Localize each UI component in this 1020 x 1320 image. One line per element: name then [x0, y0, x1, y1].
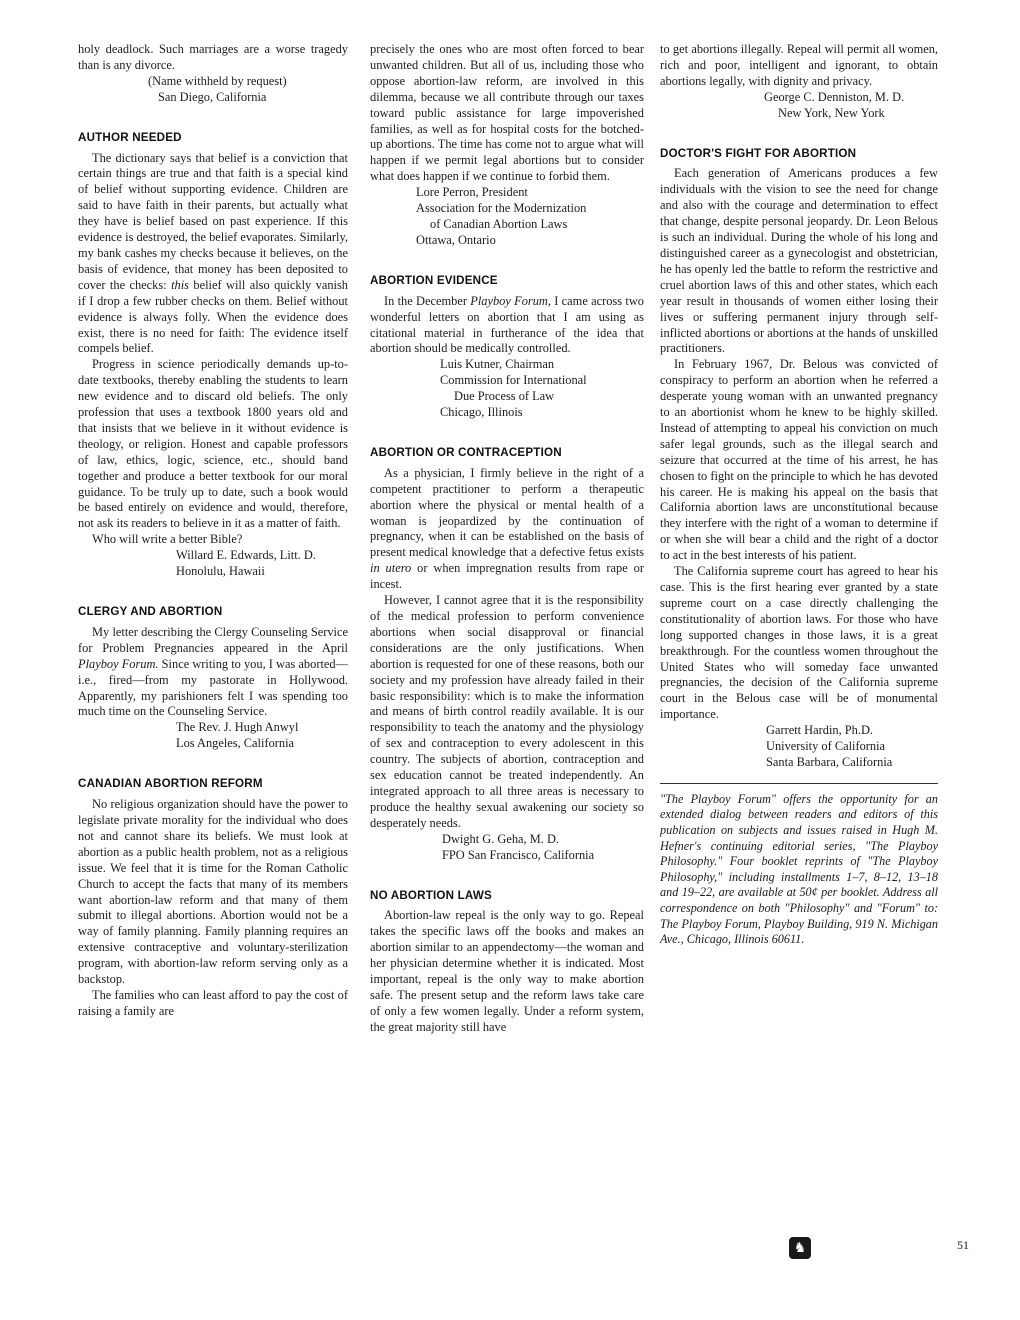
section-heading: DOCTOR'S FIGHT FOR ABORTION: [660, 146, 857, 160]
letter-text: Who will write a better Bible?: [92, 532, 243, 547]
letter-text: to get abortions illegally. Repeal will permit all women, rich and poor, intelligent and ignorant, to obtain abortions legally, with dignity and privacy.: [660, 42, 938, 88]
letter-text: The California supreme court has agreed to hear his case. This is the first hearing ever granted by a state supreme court on a case directly challenging the constitutionality of abortion laws. For those who have long supported changes in those laws, it is a great breakthrough. For the countless women throughout the United States who will someday face unwanted pregnancies, the decision of the California supreme court in the Belous case will be of monumental importance.: [660, 564, 938, 722]
letter-signature: Dwight G. Geha, M. D. FPO San Francisco, California: [442, 831, 595, 862]
page-number: 51: [957, 1238, 969, 1252]
letter-text: In February 1967, Dr. Belous was convicted of conspiracy to perform an abortion when he referred a desperate young woman with an unwanted pregnancy to an abortionist whom he knew to be highly skilled. Instead of attempting to appeal his conviction on much safer legal grounds, such as the illegal search and seizure that occurred at the time of his arrest, he has chosen to fight on the principle to which he has devoted his career. He is making his appeal on the basis that California abortion laws are unconstitutional because they interfere with the right of a woman to determine if or when she will bear a child and the right of a doctor to act in the best interests of his patient.: [660, 357, 938, 563]
editor-note: "The Playboy Forum" offers the opportunity for an extended dialog between readers and editors of this publication on subjects and issues raised in Hugh M. Hefner's continuing editorial series, "The Playboy Philosophy." Four booklet reprints of "The Playboy Philosophy," including installments 1–7, 8–12, 13–18 and 19–22, are available at 50¢ per booklet. Address all correspondence on both "Philosophy" and "Forum" to: The Playboy Forum, Playboy Building, 919 N. Michigan Ave., Chicago, Illinois 60611.: [660, 783, 938, 948]
section-heading: ABORTION OR CONTRACEPTION: [370, 445, 562, 459]
letter-signature: (Name withheld by request) San Diego, California: [148, 73, 287, 104]
section-heading: AUTHOR NEEDED: [78, 130, 182, 144]
letter-signature: Garrett Hardin, Ph.D. University of California Santa Barbara, California: [766, 723, 893, 769]
letter-text: Progress in science periodically demands up-to-date textbooks, thereby enabling the students to learn new evidence and to discard old beliefs. The only profession that uses a textbook 1800 years old and that insists that we believe in it without evidence is theology, or religion. Honest and capable professors of law, ethics, logic, science, etc., should band together and produce a better textbook for our moral guidance. To be truly up to date, such a book would be based entirely on evidence and would, therefore, not ask its readers to believe in it as a matter of faith.: [78, 357, 348, 531]
letter-text: In the December Playboy Forum, I came across two wonderful letters on abortion that I am using as citational material in furtherance of the idea that abortion should be medically controlled.: [370, 293, 644, 356]
letter-text: The families who can least afford to pay the cost of raising a family are: [78, 987, 348, 1018]
letter-text: holy deadlock. Such marriages are a worse tragedy than is any divorce.: [78, 42, 348, 72]
letter-text: The dictionary says that belief is a conviction that certain things are true and that faith is a special kind of belief without supporting evidence. Children are said to have faith in their parents, but actually what they have is belief based on past experience. If this evidence is destroyed, the belief evaporates. Similarly, my bank cashes my checks because it believes, on the basis of evidence, that money has been deposited to cover the checks: this belief will also quickly vanish if I drop a few rubber checks on them. Belief without evidence is always folly. When the evidence does exist, there is no need for faith: The evidence itself compels belief.: [78, 150, 348, 356]
letter-text: As a physician, I firmly believe in the right of a competent practitioner to perform a therapeutic abortion where the physical or mental health of a woman is jeopardized by the continuation of pregnancy, when it can be established on the basis of present medical knowledge that a defective fetus exists in utero or when impregnation results from rape or incest.: [370, 465, 644, 592]
section-heading: CLERGY AND ABORTION: [78, 605, 223, 618]
section-heading: ABORTION EVIDENCE: [370, 273, 498, 287]
column-1: [78, 42, 348, 1020]
letter-signature: Willard E. Edwards, Litt. D. Honolulu, Hawaii: [176, 548, 316, 579]
letter-signature: George C. Denniston, M. D. New York, New York: [764, 89, 905, 120]
letter-text: My letter describing the Clergy Counseling Service for Problem Pregnancies appeared in the April Playboy Forum. Since writing to you, I was aborted—i.e., fired—from my pastorate in Hollywood. Apparently, my parishioners felt I was spending too much time on the Counseling Service.: [78, 624, 348, 719]
letter-signature: The Rev. J. Hugh Anwyl Los Angeles, California: [176, 720, 299, 751]
column-3: [660, 42, 938, 948]
letter-signature: Lore Perron, President Association for the Modernization of Canadian Abortion Laws Ottawa, Ontario: [416, 185, 587, 247]
column-2: [370, 42, 644, 1036]
section-heading: CANADIAN ABORTION REFORM: [78, 777, 263, 791]
letter-signature: Luis Kutner, Chairman Commission for International Due Process of Law Chicago, Illinois: [440, 357, 587, 420]
letter-text: No religious organization should have the power to legislate private morality for the individual who does not and cannot share its beliefs. We must look at abortion as a public health problem, not as a religious issue. We feel that it is time for the Roman Catholic Church to accept the facts that many of its members want abortion-law reform and that many of them submit to illegal abortions. Abortion would not be a way of family planning. Family planning requires an extensive contraceptive and voluntary-sterilization program, with abortion-law reform serving only as a backstop.: [78, 797, 348, 987]
playboy-bunny-icon: ♞: [789, 1237, 811, 1259]
letter-text: However, I cannot agree that it is the responsibility of the medical profession to perform convenience abortions when social disapproval or financial considerations are the only justifications. When abortion is requested for one of these reasons, both our society and my profession have already failed in their basic responsibility: which is to make the information and means of birth control readily available. It is our responsibility to teach the anatomy and the physiology of sex and contraception to every adolescent in this country. The subjects of abortion, contraception and sex education cannot be treated independently. An integrated approach to all three areas is necessary to produce the healthy sexual awakening our society so desperately needs.: [370, 593, 644, 830]
letter-text: Each generation of Americans produces a few individuals with the vision to see the need for change and also with the courage and determination to effect that change, despite personal jeopardy. Dr. Leon Belous is such an individual. During the whole of his long and distinguished career as a gynecologist and obstetrician, he has openly led the battle to reform the restrictive and cruel abortion laws of this and other states, which each year result in thousands of women either losing their lives or suffering permanent injury through self-inflicted abortions or abortions at the hands of unskilled practitioners.: [660, 166, 938, 356]
letter-text: Abortion-law repeal is the only way to go. Repeal takes the specific laws off the books and makes an abortion similar to an appendectomy—the woman and her physician determine whether it is indicated. Most important, repeal is the only way to make abortion safe. The present setup and the reform laws take care of only a few women legally. Under a reform system, the great majority still have: [370, 908, 644, 1034]
letter-text: precisely the ones who are most often forced to bear unwanted children. But all of us, including those who oppose abortion-law reform, are involved in this dilemma, because we all contribute through our taxes toward public assistance for large impoverished families, as well as for hospital costs for the botched-up abortions. The time has come not to argue what will happen if we permit legal abortions but to consider what does happen if we continue to forbid them.: [370, 42, 644, 184]
section-heading: NO ABORTION LAWS: [370, 888, 492, 902]
